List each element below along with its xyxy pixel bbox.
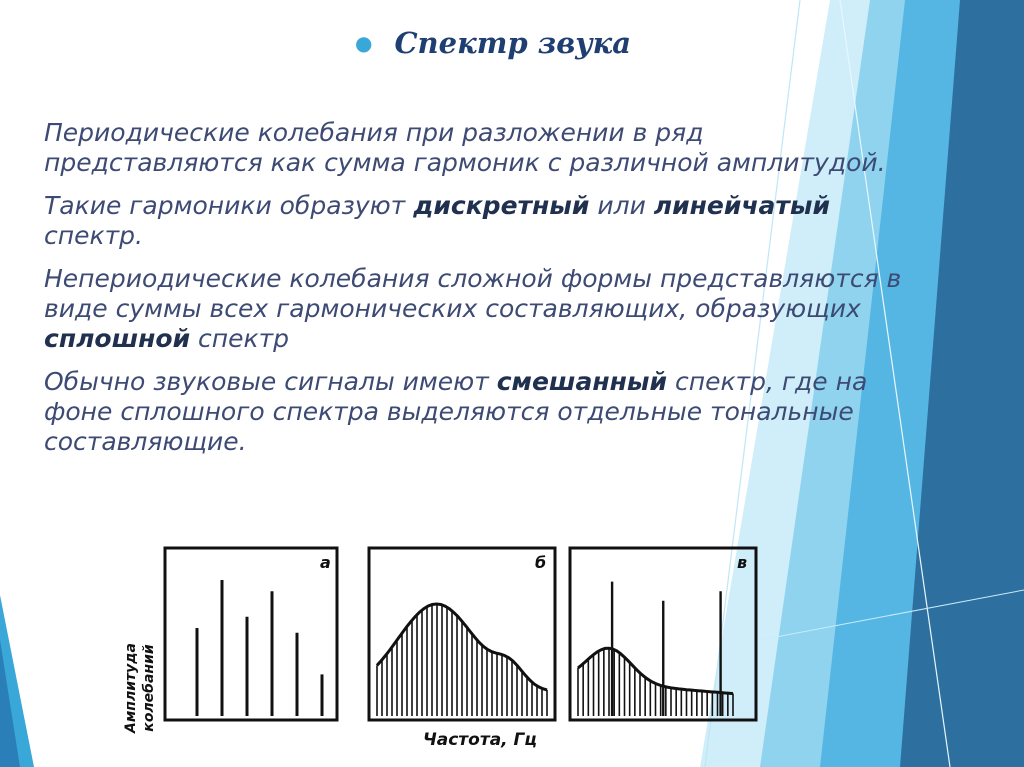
body-text	[44, 118, 924, 470]
panel-continuous	[369, 548, 555, 720]
panel-discrete	[165, 548, 337, 720]
paragraph-3	[44, 264, 924, 354]
slide-title: Спектр звука	[394, 26, 632, 60]
text-segment: спектр, где на фоне сплошного спектра выделяются отдельные тональные составляющие.	[44, 367, 868, 456]
text-segment: спектр	[190, 324, 290, 353]
text-segment: Такие гармоники образуют	[44, 191, 414, 220]
title-row	[355, 26, 631, 60]
y-axis-label-line1: Амплитуда	[123, 642, 139, 734]
spectrum-figure	[115, 538, 775, 767]
emphasis-term: сплошной	[44, 324, 191, 353]
bullet-icon: ●	[355, 31, 373, 55]
text-segment: Периодические колебания при разложении в ряд представляются как сумма гармоник с различной амплитудой.	[44, 118, 886, 177]
text-segment: Обычно звуковые сигналы имеют	[44, 367, 497, 396]
y-axis-label-line2: колебаний	[141, 644, 157, 732]
emphasis-term: линейчатый	[653, 191, 831, 220]
paragraph-2	[44, 191, 924, 251]
panel-mixed	[570, 548, 756, 720]
panel-c-letter: в	[737, 553, 748, 572]
panel-b-letter: б	[535, 553, 547, 572]
paragraph-4	[44, 367, 924, 457]
text-segment: или	[589, 191, 654, 220]
x-axis-label: Частота, Гц	[423, 730, 537, 750]
paragraph-1	[44, 118, 924, 178]
text-segment: спектр.	[44, 221, 143, 250]
emphasis-term: смешанный	[496, 367, 668, 396]
emphasis-term: дискретный	[413, 191, 590, 220]
panel-a-letter: а	[320, 553, 331, 572]
panel-a-frame	[165, 548, 337, 720]
text-segment: Непериодические колебания сложной формы представляются в виде суммы всех гармонических составляющих, образующих	[44, 264, 902, 323]
